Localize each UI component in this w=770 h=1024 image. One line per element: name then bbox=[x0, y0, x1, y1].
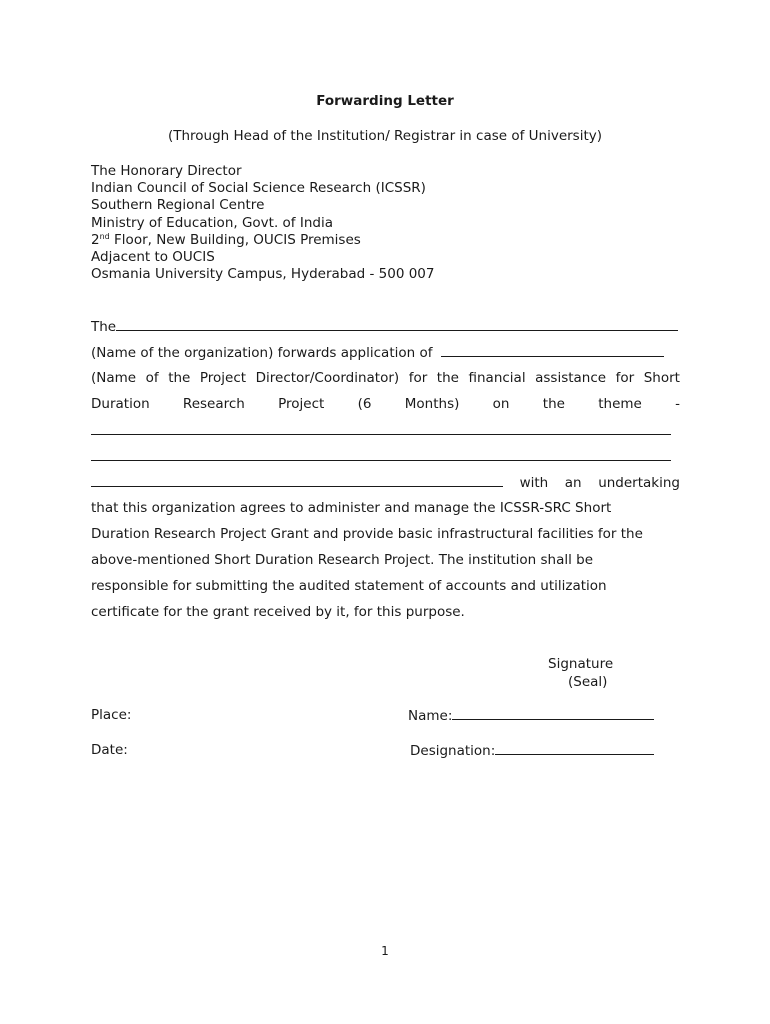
theme-blank[interactable] bbox=[91, 448, 671, 461]
signature-label: Signature bbox=[548, 656, 614, 672]
address-line: Adjacent to OUCIS bbox=[91, 249, 215, 266]
applicant-name-blank[interactable] bbox=[441, 344, 664, 357]
body-paragraph-line: responsible for submitting the audited statement of accounts and utilization bbox=[91, 578, 607, 594]
body-paragraph-line: certificate for the grant received by it, for this purpose. bbox=[91, 604, 465, 620]
word: of bbox=[145, 370, 159, 386]
letter-subtitle: (Through Head of the Institution/ Registrar in case of University) bbox=[167, 128, 603, 144]
word: the bbox=[542, 396, 565, 412]
address-line bbox=[91, 232, 434, 249]
word: Project bbox=[199, 370, 247, 386]
address-line: The Honorary Director bbox=[91, 163, 242, 179]
page-number: 1 bbox=[381, 944, 389, 958]
word: theme bbox=[598, 396, 642, 412]
word: the bbox=[168, 370, 191, 386]
floor-rest: Floor, New Building, OUCIS Premises bbox=[109, 231, 361, 248]
organization-name-line bbox=[91, 318, 680, 335]
theme-blank[interactable] bbox=[91, 474, 503, 487]
body-paragraph-line: that this organization agrees to administer and manage the ICSSR-SRC Short bbox=[91, 500, 612, 516]
recipient-address bbox=[91, 163, 434, 283]
floor-number: 2 bbox=[91, 231, 100, 248]
project-director-line bbox=[91, 370, 680, 386]
name-blank[interactable] bbox=[452, 707, 654, 720]
designation-blank[interactable] bbox=[495, 742, 654, 755]
date-label: Date: bbox=[91, 742, 128, 758]
floor-suffix: nd bbox=[99, 231, 110, 241]
body-paragraph-line: above-mentioned Short Duration Research Project. The institution shall be bbox=[91, 552, 594, 568]
undertaking-line bbox=[91, 474, 680, 491]
address-line: Ministry of Education, Govt. of India bbox=[91, 214, 333, 231]
word: Months) bbox=[404, 396, 460, 412]
name-label: Name: bbox=[408, 708, 453, 724]
word: the bbox=[436, 370, 459, 386]
place-label: Place: bbox=[91, 707, 132, 723]
word: for bbox=[615, 370, 635, 386]
word: assistance bbox=[535, 370, 607, 386]
org-forwards-text: (Name of the organization) forwards application of bbox=[91, 345, 433, 361]
theme-blank-line-2 bbox=[91, 448, 680, 465]
name-field bbox=[408, 707, 654, 724]
word: on bbox=[492, 396, 510, 412]
address-line: Osmania University Campus, Hyderabad - 500 007 bbox=[91, 266, 435, 283]
word: (Name bbox=[91, 370, 137, 386]
word: an bbox=[564, 475, 582, 491]
applicant-line bbox=[91, 344, 680, 361]
word: undertaking bbox=[598, 475, 680, 491]
word: for bbox=[408, 370, 428, 386]
word: - bbox=[675, 396, 680, 412]
word: financial bbox=[468, 370, 526, 386]
word: Director/Coordinator) bbox=[255, 370, 400, 386]
word: (6 bbox=[357, 396, 372, 412]
the-label: The bbox=[91, 319, 117, 335]
organization-name-blank[interactable] bbox=[116, 318, 678, 331]
word: with bbox=[519, 475, 549, 491]
letter-title: Forwarding Letter bbox=[316, 93, 454, 109]
designation-label: Designation: bbox=[410, 743, 496, 759]
address-line: Southern Regional Centre bbox=[91, 197, 265, 214]
body-paragraph-line: Duration Research Project Grant and provide basic infrastructural facilities for the bbox=[91, 526, 643, 542]
address-line: Indian Council of Social Science Research (ICSSR) bbox=[91, 180, 426, 197]
word: Research bbox=[182, 396, 245, 412]
word: Project bbox=[278, 396, 325, 412]
designation-field bbox=[410, 742, 654, 759]
theme-blank-line-1 bbox=[91, 422, 680, 439]
seal-label: (Seal) bbox=[568, 674, 608, 690]
word: Duration bbox=[91, 396, 150, 412]
duration-line bbox=[91, 396, 680, 412]
word: Short bbox=[643, 370, 680, 386]
theme-blank[interactable] bbox=[91, 422, 671, 435]
